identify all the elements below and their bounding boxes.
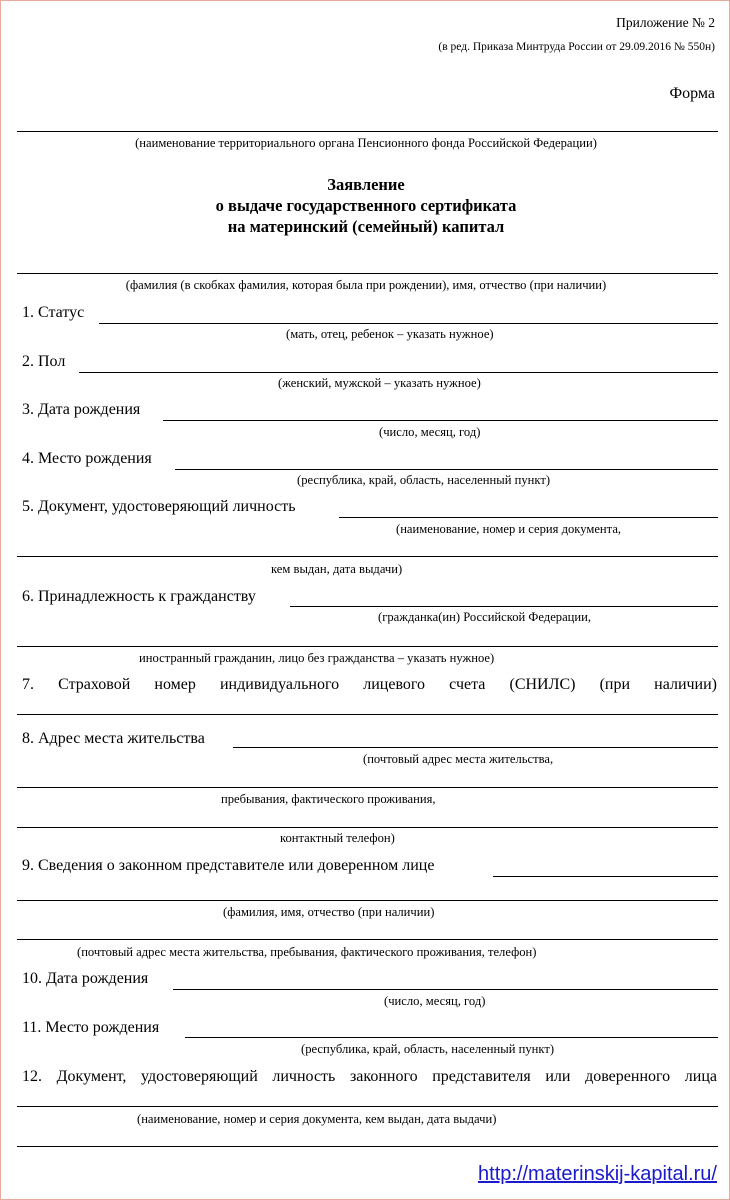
rep-birth-place-label: 11. Место рождения — [22, 1019, 160, 1036]
representative-line-2[interactable] — [17, 900, 718, 901]
sex-caption: (женский, мужской – указать нужное) — [278, 376, 481, 390]
birth-place-label: 4. Место рождения — [22, 450, 152, 467]
birth-date-label: 3. Дата рождения — [22, 401, 141, 418]
rep-birth-place-caption: (республика, край, область, населенный пункт) — [301, 1042, 555, 1056]
form-label: Форма — [669, 85, 715, 102]
address-line-1[interactable] — [233, 747, 718, 748]
rep-id-document-line-2[interactable] — [17, 1146, 718, 1147]
representative-line-1[interactable] — [493, 876, 718, 877]
birth-date-caption: (число, месяц, год) — [379, 425, 481, 439]
applicant-name-caption: (фамилия (в скобках фамилия, которая была при рождении), имя, отчество (при наличии) — [125, 278, 607, 292]
citizenship-caption-1: (гражданка(ин) Российской Федерации, — [378, 610, 592, 624]
id-document-line-1[interactable] — [339, 517, 718, 518]
citizenship-caption-2: иностранный гражданин, лицо без гражданства – указать нужное) — [139, 651, 495, 665]
representative-caption-1: (фамилия, имя, отчество (при наличии) — [223, 905, 435, 919]
org-name-line[interactable] — [17, 131, 718, 132]
appendix-label: Приложение № 2 — [616, 15, 715, 30]
address-caption-2: пребывания, фактического проживания, — [221, 792, 436, 806]
id-document-caption-1: (наименование, номер и серия документа, — [396, 522, 622, 536]
snils-line[interactable] — [17, 714, 718, 715]
edition-note: (в ред. Приказа Минтруда России от 29.09.2016 № 550н) — [438, 41, 715, 53]
birth-place-line[interactable] — [175, 469, 718, 470]
citizenship-line-1[interactable] — [290, 606, 718, 607]
birth-date-line[interactable] — [163, 420, 718, 421]
title-line-3: на материнский (семейный) капитал — [227, 217, 505, 236]
watermark-url-link[interactable]: http://materinskij-kapital.ru/ — [478, 1163, 717, 1185]
address-label: 8. Адрес места жительства — [22, 730, 205, 747]
representative-line-3[interactable] — [17, 939, 718, 940]
id-document-label: 5. Документ, удостоверяющий личность — [22, 498, 296, 515]
title-line-1: Заявление — [327, 175, 405, 194]
rep-birth-date-line[interactable] — [173, 989, 718, 990]
address-line-3[interactable] — [17, 827, 718, 828]
id-document-caption-2: кем выдан, дата выдачи) — [271, 562, 403, 576]
representative-caption-2: (почтовый адрес места жительства, пребывания, фактического проживания, телефон) — [77, 945, 537, 959]
rep-id-document-caption: (наименование, номер и серия документа, кем выдан, дата выдачи) — [137, 1112, 497, 1126]
rep-id-document-line-1[interactable] — [17, 1106, 718, 1107]
title-line-2: о выдаче государственного сертификата — [215, 196, 517, 215]
sex-label: 2. Пол — [22, 353, 66, 370]
status-line[interactable] — [99, 323, 718, 324]
rep-birth-place-line[interactable] — [185, 1037, 718, 1038]
org-name-caption: (наименование территориального органа Пенсионного фонда Российской Федерации) — [135, 136, 597, 150]
sex-line[interactable] — [79, 372, 718, 373]
citizenship-label: 6. Принадлежность к гражданству — [22, 588, 256, 605]
id-document-line-2[interactable] — [17, 556, 718, 557]
rep-id-document-label: 12. Документ, удостоверяющий личность законного представителя или доверенного лица — [22, 1068, 717, 1085]
rep-birth-date-caption: (число, месяц, год) — [384, 994, 486, 1008]
address-caption-1: (почтовый адрес места жительства, — [363, 752, 554, 766]
applicant-name-line[interactable] — [17, 273, 718, 274]
address-line-2[interactable] — [17, 787, 718, 788]
birth-place-caption: (республика, край, область, населенный пункт) — [297, 473, 551, 487]
rep-birth-date-label: 10. Дата рождения — [22, 970, 149, 987]
snils-label: 7. Страховой номер индивидуального лицевого счета (СНИЛС) (при наличии) — [22, 676, 717, 693]
status-label: 1. Статус — [22, 304, 85, 321]
citizenship-line-2[interactable] — [17, 646, 718, 647]
representative-label: 9. Сведения о законном представителе или доверенном лице — [22, 857, 435, 874]
address-caption-3: контактный телефон) — [280, 831, 395, 845]
status-caption: (мать, отец, ребенок – указать нужное) — [286, 327, 494, 341]
